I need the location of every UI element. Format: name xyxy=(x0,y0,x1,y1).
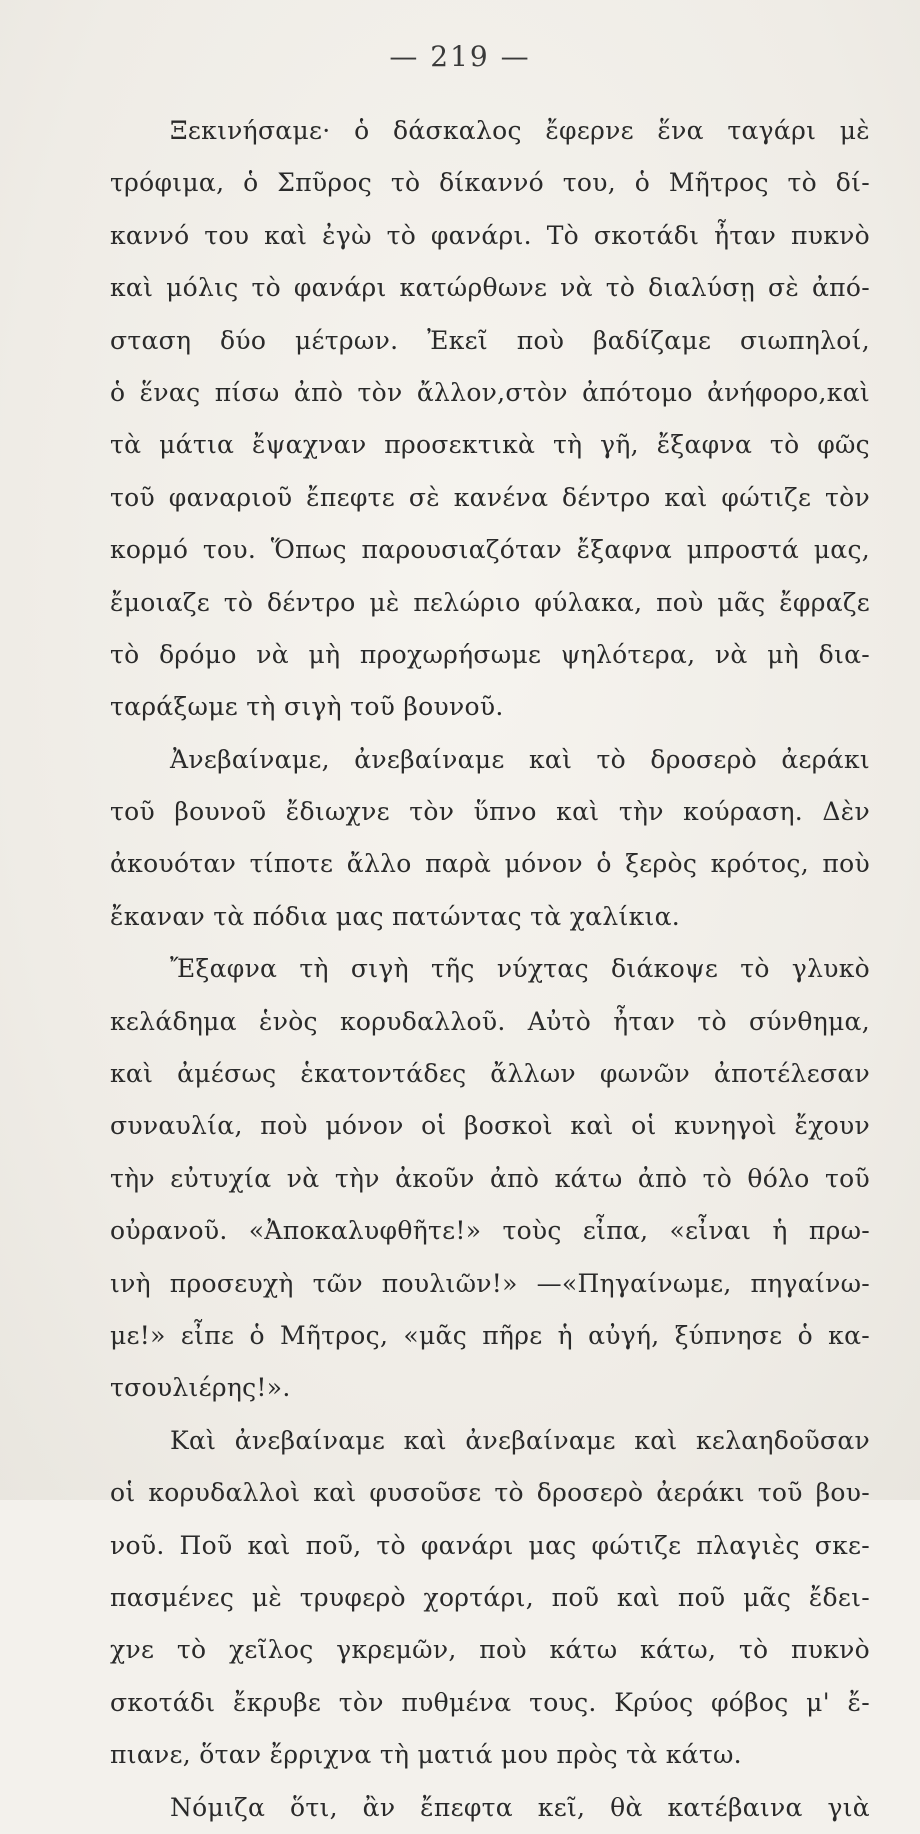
body-text xyxy=(110,105,870,1834)
text-line-30: χνε τὸ χεῖλος γκρεμῶν, ποὺ κάτω κάτω, τὸ πυκνὸ xyxy=(110,1635,870,1665)
text-line-7: τὰ μάτια ἔψαχναν προσεκτικὰ τὴ γῆ, ἔξαφνα τὸ φῶς xyxy=(110,430,870,460)
text-line-14: τοῦ βουνοῦ ἔδιωχνε τὸν ὕπνο καὶ τὴν κούραση. Δὲν xyxy=(110,797,870,827)
text-line-28: νοῦ. Ποῦ καὶ ποῦ, τὸ φανάρι μας φώτιζε πλαγιὲς σκε- xyxy=(110,1530,870,1560)
text-line-31: σκοτάδι ἔκρυβε τὸν πυθμένα τους. Κρύος φόβος μ' ἔ- xyxy=(110,1687,870,1717)
text-line-3: καννό του καὶ ἐγὼ τὸ φανάρι. Τὸ σκοτάδι ἦταν πυκνὸ xyxy=(110,220,870,250)
text-line-19: καὶ ἀμέσως ἑκατοντάδες ἄλλων φωνῶν ἀποτέλεσαν xyxy=(110,1059,870,1089)
text-line-8: τοῦ φαναριοῦ ἔπεφτε σὲ κανένα δέντρο καὶ φώτιζε τὸν xyxy=(110,482,870,512)
text-line-26: Καὶ ἀνεβαίναμε καὶ ἀνεβαίναμε καὶ κελαηδοῦσαν xyxy=(170,1425,870,1455)
text-line-9: κορμό του. Ὅπως παρουσιαζόταν ἔξαφνα μπροστά μας, xyxy=(110,535,870,565)
text-line-13: Ἀνεβαίναμε, ἀνεβαίναμε καὶ τὸ δροσερὸ ἀεράκι xyxy=(170,744,870,774)
text-line-15: ἀκουόταν τίποτε ἄλλο παρὰ μόνον ὁ ξερὸς κρότος, ποὺ xyxy=(110,849,870,879)
text-line-11: τὸ δρόμο νὰ μὴ προχωρήσωμε ψηλότερα, νὰ μὴ δια- xyxy=(110,639,870,669)
text-line-1: Ξεκινήσαμε· ὁ δάσκαλος ἔφερνε ἕνα ταγάρι μὲ xyxy=(170,116,870,145)
text-line-23: ινὴ προσευχὴ τῶν πουλιῶν!» —«Πηγαίνωμε, πηγαίνω- xyxy=(110,1268,870,1298)
text-line-20: συναυλία, ποὺ μόνον οἱ βοσκοὶ καὶ οἱ κυνηγοὶ ἔχουν xyxy=(110,1111,870,1141)
text-line-16: ἔκαναν τὰ πόδια μας πατώντας τὰ χαλίκια. xyxy=(110,901,681,931)
text-line-22: οὐρανοῦ. «Ἀποκαλυφθῆτε!» τοὺς εἶπα, «εἶναι ἡ πρω- xyxy=(110,1216,870,1246)
text-line-6: ὁ ἕνας πίσω ἀπὸ τὸν ἄλλον,στὸν ἀπότομο ἀνήφορο,καὶ xyxy=(110,377,870,407)
text-line-10: ἔμοιαζε τὸ δέντρο μὲ πελώριο φύλακα, ποὺ μᾶς ἔφραζε xyxy=(110,587,870,617)
text-line-33: Νόμιζα ὅτι, ἂν ἔπεφτα κεῖ, θὰ κατέβαινα γιὰ xyxy=(170,1792,870,1822)
text-line-17: Ἔξαφνα τὴ σιγὴ τῆς νύχτας διάκοψε τὸ γλυκὸ xyxy=(170,954,870,984)
text-line-4: καὶ μόλις τὸ φανάρι κατώρθωνε νὰ τὸ διαλύσῃ σὲ ἀπό- xyxy=(110,273,870,303)
text-line-12: ταράξωμε τὴ σιγὴ τοῦ βουνοῦ. xyxy=(110,692,504,722)
text-line-2: τρόφιμα, ὁ Σπῦρος τὸ δίκαννό του, ὁ Μῆτρος τὸ δί- xyxy=(110,168,870,198)
text-line-24: με!» εἶπε ὁ Μῆτρος, «μᾶς πῆρε ἡ αὐγή, ξύπνησε ὁ κα- xyxy=(110,1320,870,1350)
text-line-18: κελάδημα ἑνὸς κορυδαλλοῦ. Αὐτὸ ἦταν τὸ σύνθημα, xyxy=(110,1006,870,1036)
text-line-32: πιανε, ὅταν ἔρριχνα τὴ ματιά μου πρὸς τὰ κάτω. xyxy=(110,1740,742,1770)
text-line-25: τσουλιέρης!». xyxy=(110,1373,291,1403)
text-line-5: σταση δύο μέτρων. Ἐκεῖ ποὺ βαδίζαμε σιωπηλοί, xyxy=(110,325,870,355)
text-line-27: οἱ κορυδαλλοὶ καὶ φυσοῦσε τὸ δροσερὸ ἀεράκι τοῦ βου- xyxy=(110,1478,870,1508)
text-line-29: πασμένες μὲ τρυφερὸ χορτάρι, ποῦ καὶ ποῦ μᾶς ἔδει- xyxy=(110,1582,870,1612)
text-line-21: τὴν εὐτυχία νὰ τὴν ἀκοῦν ἀπὸ κάτω ἀπὸ τὸ θόλο τοῦ xyxy=(110,1163,870,1193)
page-number: — 219 — xyxy=(389,40,531,73)
